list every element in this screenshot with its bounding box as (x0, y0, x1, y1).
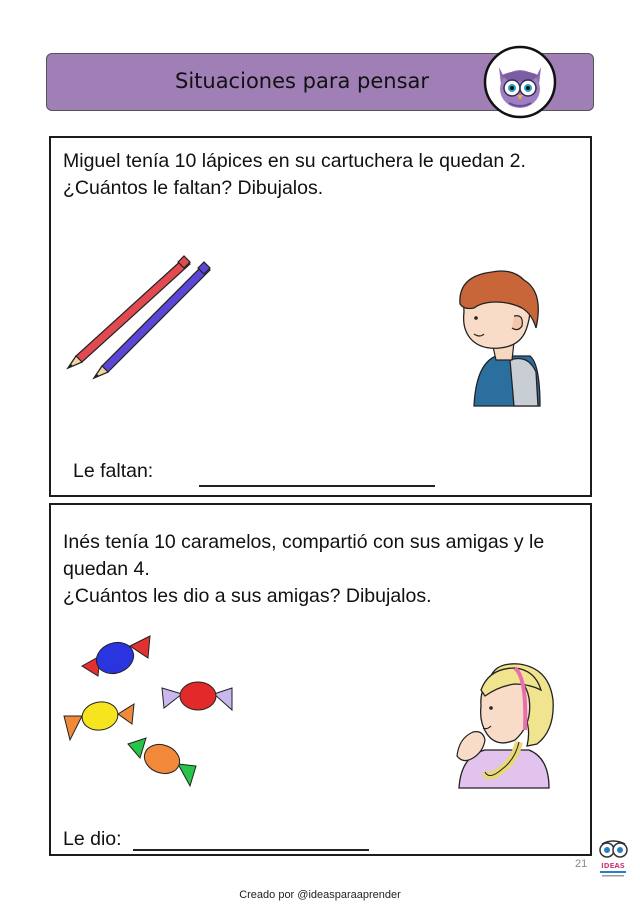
footer-credit: Creado por @ideasparaaprender (239, 889, 401, 901)
pencil-blue (94, 262, 210, 378)
logo-icon (594, 838, 632, 880)
problem-2-question (63, 529, 583, 610)
logo-text: IDEAS (601, 862, 625, 870)
girl-illustration (445, 660, 555, 790)
page-number: 21 (575, 858, 588, 870)
boy-illustration (452, 268, 552, 408)
answer-label: Le faltan: (73, 460, 154, 482)
candy-red (162, 682, 232, 710)
question-line: Miguel tenía 10 lápices en su cartuchera le quedan 2. (63, 150, 526, 172)
pencils-illustration (64, 252, 214, 382)
answer-label: Le dio: (63, 828, 122, 850)
owl-icon (481, 45, 559, 119)
question-line: ¿Cuántos les dio a sus amigas? Dibujalos. (63, 585, 432, 607)
question-line: Inés tenía 10 caramelos, compartió con sus amigas y le (63, 531, 545, 553)
candy-yellow (64, 699, 134, 740)
candies-illustration (60, 628, 240, 790)
answer-line[interactable] (133, 849, 369, 851)
candy-blue (82, 636, 150, 679)
problem-1-question (63, 148, 583, 202)
page-title: Situaciones para pensar (174, 69, 430, 93)
question-line: quedan 4. (63, 558, 150, 580)
question-line: ¿Cuántos le faltan? Dibujalos. (63, 177, 324, 199)
candy-orange (128, 738, 196, 786)
answer-line[interactable] (199, 485, 435, 487)
